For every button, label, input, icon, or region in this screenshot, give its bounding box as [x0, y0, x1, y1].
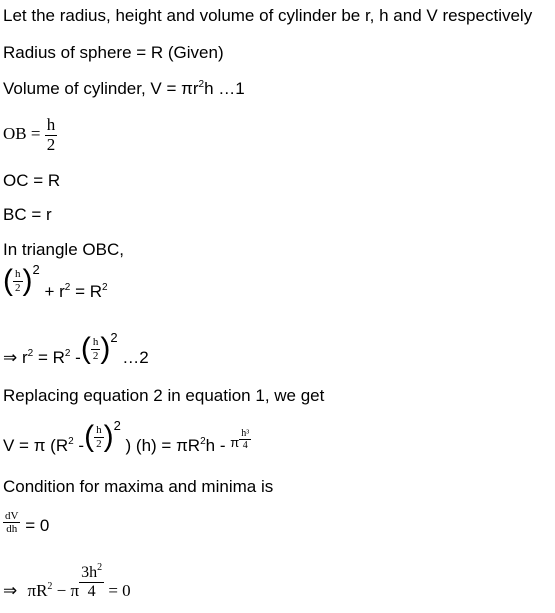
- line-14-a-wrap: [28, 581, 53, 600]
- line-11-fraction: [94, 424, 104, 449]
- line-9-denominator: 2: [92, 349, 99, 362]
- line-12: [3, 477, 273, 497]
- line-14-numerator-exponent: 2: [97, 562, 103, 573]
- line-14-denominator: 4: [87, 582, 96, 600]
- line-6: [3, 205, 52, 225]
- line-4-numerator: h: [46, 114, 56, 134]
- line-14-exponent: 2: [47, 581, 53, 592]
- line-9: [3, 330, 149, 374]
- line-3-exponent: 2: [198, 79, 205, 90]
- line-9-exponent-1: 2: [27, 348, 34, 360]
- line-8: [3, 262, 108, 316]
- line-11-b: -: [73, 436, 85, 456]
- line-12-text: Condition for maxima and minima is: [3, 477, 274, 496]
- line-11-exponent-2: 2: [200, 436, 206, 448]
- line-4-lhs: OB =: [3, 124, 41, 143]
- line-9-numerator: h: [92, 336, 99, 349]
- line-14: [3, 562, 131, 610]
- line-8-rest-exponent: 2: [64, 282, 71, 294]
- line-11-numerator: h: [96, 424, 102, 437]
- line-13-fraction: [3, 510, 20, 535]
- line-11-outer-exponent: 2: [113, 418, 121, 433]
- line-9-open-paren: (: [80, 332, 91, 365]
- implies-icon: ⇒: [3, 348, 18, 368]
- line-6-text: BC = r: [3, 205, 52, 224]
- line-7: [3, 240, 124, 260]
- line-13-denominator: dh: [6, 523, 18, 536]
- line-8-numerator: h: [15, 268, 21, 281]
- line-8-rest-b: = R: [70, 282, 102, 302]
- line-4-denominator: 2: [46, 134, 56, 154]
- line-4-fraction: [45, 116, 58, 154]
- line-9-close-paren: ): [100, 332, 111, 365]
- line-10: [3, 386, 324, 406]
- line-1-text: Let the radius, height and volume of cylinder be r, h and V respectively: [3, 6, 533, 25]
- line-3-text-a: Volume of cylinder, V = πr: [3, 79, 199, 98]
- line-8-close-paren: ): [22, 264, 33, 297]
- line-11-close-paren: ): [103, 420, 114, 453]
- line-7-text: In triangle OBC,: [3, 240, 124, 259]
- line-2-text: Radius of sphere = R (Given): [3, 43, 224, 62]
- line-9-b: = R: [33, 348, 65, 368]
- line-13-rest: = 0: [25, 516, 50, 536]
- line-11-d: h -: [205, 436, 226, 456]
- line-11-a-wrap: [3, 436, 84, 455]
- line-8-denominator: 2: [15, 281, 21, 294]
- line-9-exponent-2: 2: [64, 348, 71, 360]
- line-11-small-numerator: h³: [241, 427, 250, 439]
- line-8-rest: [44, 282, 107, 301]
- line-9-lhs: [22, 348, 81, 367]
- line-14-rest: = 0: [108, 581, 131, 600]
- line-13: [3, 510, 49, 546]
- line-13-numerator: dV: [5, 510, 19, 522]
- line-14-numerator: [79, 564, 104, 583]
- line-9-c: -: [70, 348, 81, 368]
- line-11-small-denominator: 4: [242, 439, 248, 451]
- line-3: [3, 79, 245, 99]
- line-2: [3, 43, 224, 63]
- line-11-pi: π: [230, 435, 240, 451]
- line-5: [3, 171, 60, 191]
- line-9-tail: …2: [122, 348, 149, 368]
- line-11-c: ) (h) = πR: [125, 436, 201, 456]
- line-8-rest-exponent-2: 2: [102, 282, 108, 294]
- line-11-exponent-1: 2: [68, 436, 74, 448]
- line-4: [3, 112, 57, 156]
- line-11-a: V = π (R: [3, 436, 69, 456]
- line-14-fraction: [79, 564, 104, 600]
- line-11-small-fraction: [239, 428, 251, 451]
- line-11-denominator: 2: [96, 437, 102, 450]
- line-9-outer-exponent: 2: [110, 330, 118, 345]
- line-14-a: πR: [27, 581, 48, 600]
- line-9-a: r: [21, 348, 28, 368]
- line-3-text-b: h …1: [204, 79, 245, 98]
- line-8-open-paren: (: [3, 264, 13, 297]
- line-8-outer-exponent: 2: [32, 262, 40, 277]
- line-11: [3, 418, 251, 462]
- line-1: [3, 6, 532, 26]
- line-11-open-paren: (: [84, 420, 95, 453]
- line-8-rest-a: + r: [44, 282, 65, 302]
- line-10-text: Replacing equation 2 in equation 1, we get: [3, 386, 325, 405]
- line-11-c-wrap: [126, 436, 226, 455]
- line-8-fraction: [13, 268, 23, 293]
- line-14-b: − π: [56, 581, 80, 600]
- line-9-fraction: [91, 336, 101, 361]
- line-5-text: OC = R: [3, 171, 61, 190]
- line-14-numerator-text: 3h: [81, 564, 98, 581]
- implies-icon-2: ⇒: [3, 581, 18, 600]
